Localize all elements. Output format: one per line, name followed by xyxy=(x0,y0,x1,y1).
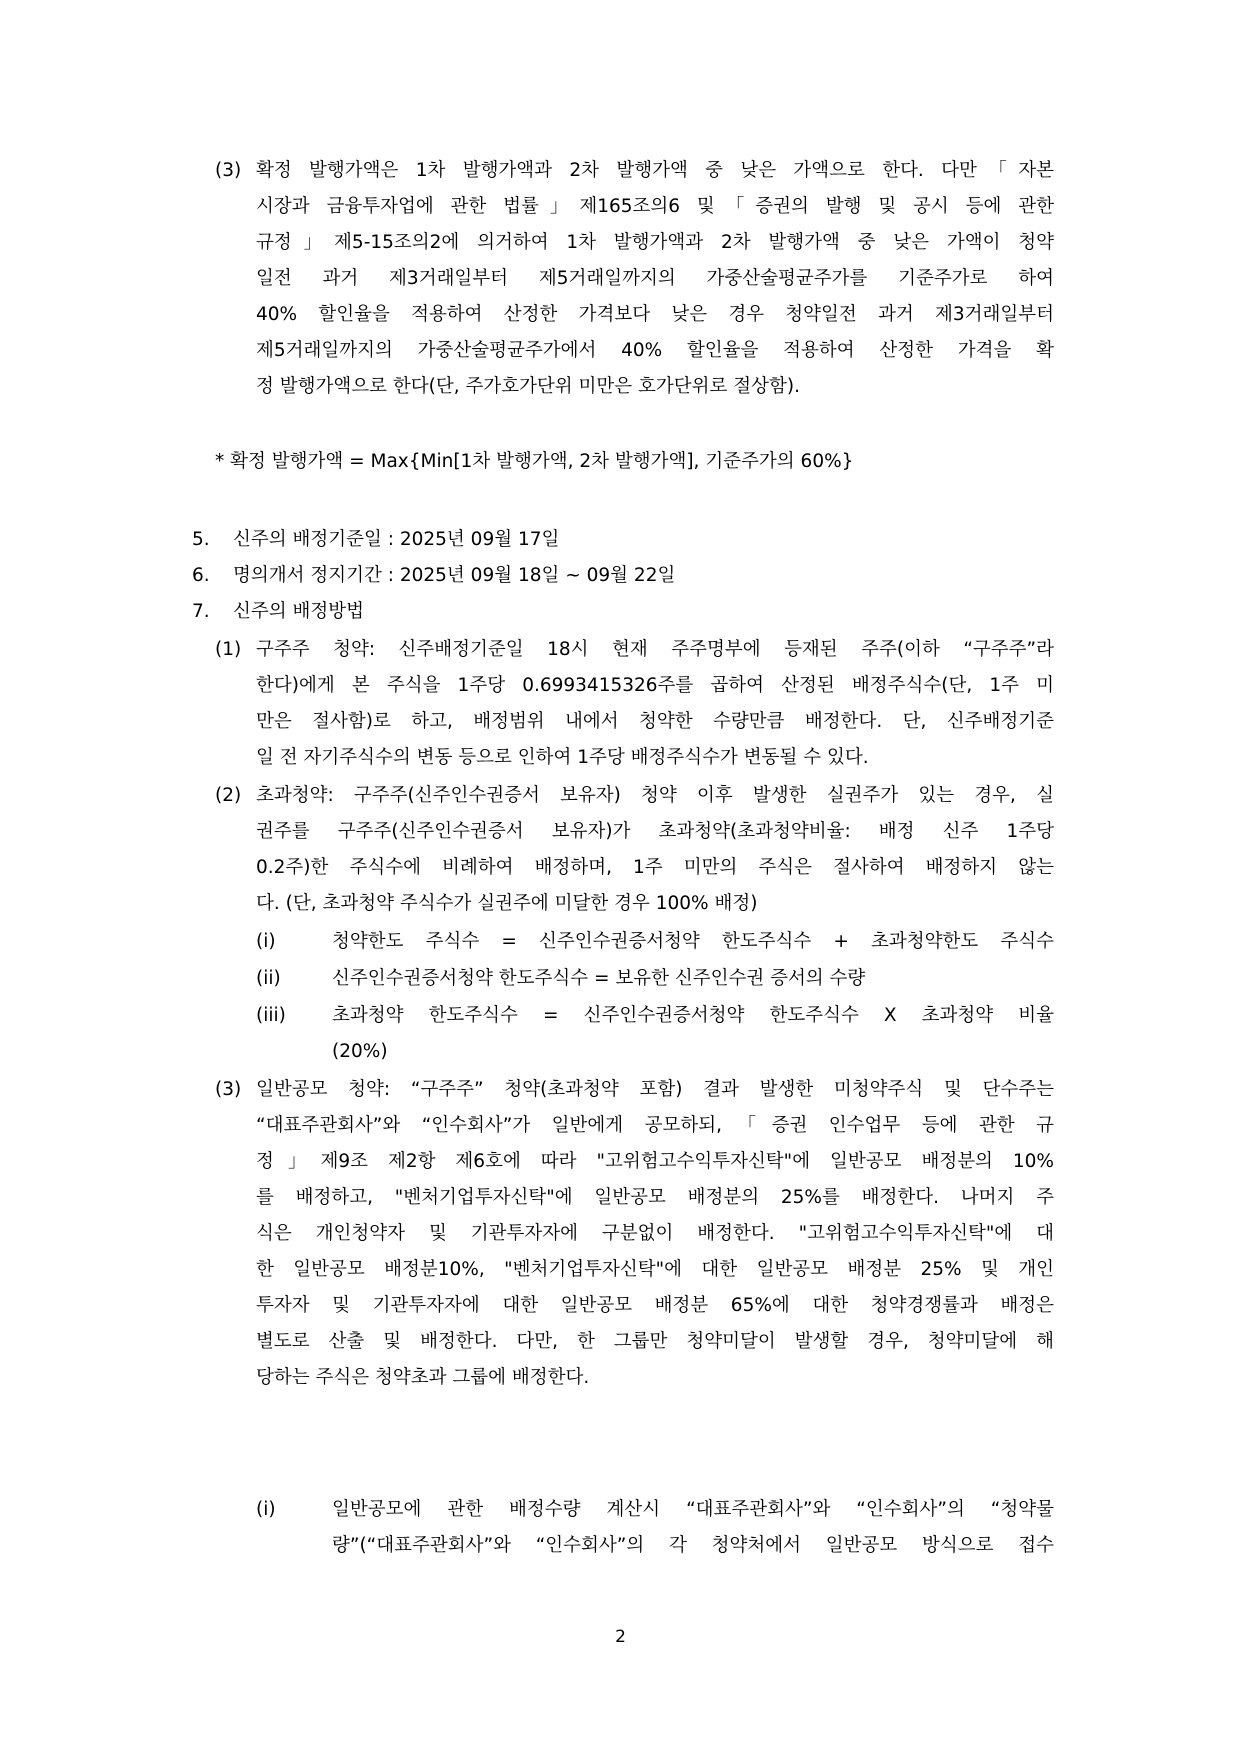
sub-iii-text: 초과청약 한도주식수 = 신주인수권증서청약 한도주식수 X 초과청약 비율 xyxy=(332,1005,1054,1026)
section-3-line-7: 정 발행가액으로 한다(단, 주가호가단위 미만은 호가단위로 절상함). xyxy=(256,376,800,397)
sub-ii-text: 신주인수권증서청약 한도주식수 = 보유한 신주인수권 증서의 수량 xyxy=(332,968,866,989)
section-7-1-marker: (1) xyxy=(215,639,242,660)
section-7-1-line-2: 한다)에게 본 주식을 1주당 0.6993415326주를 곱하여 산정된 배정주식수(단, 1주 미 xyxy=(256,675,1054,696)
item-7-number: 7. xyxy=(192,601,210,622)
section-7-2-line-1: 초과청약: 구주주(신주인수권증서 보유자) 청약 이후 발생한 실권주가 있는 경우, 실 xyxy=(256,785,1054,806)
section-7-1-line-3: 만은 절사함)로 하고, 배정범위 내에서 청약한 수량만큼 배정한다. 단, 신주배정기준 xyxy=(256,711,1054,732)
section-7-3-marker: (3) xyxy=(215,1079,242,1100)
section-7-1-line-1: 구주주 청약: 신주배정기준일 18시 현재 주주명부에 등재된 주주(이하 “구주주”라 xyxy=(256,639,1054,660)
sub-iii-continuation: (20%) xyxy=(332,1041,388,1062)
section-7-2-marker: (2) xyxy=(215,785,242,806)
item-7-text: 신주의 배정방법 xyxy=(233,601,364,622)
section-7-3-line-4: 를 배정하고, "벤처기업투자신탁"에 일반공모 배정분의 25%를 배정한다. 나머지 주 xyxy=(256,1187,1054,1208)
section-3-line-4: 일전 과거 제3거래일부터 제5거래일까지의 가중산술평균주가를 기준주가로 하여 xyxy=(256,268,1054,289)
section-3-line-2: 시장과 금융투자업에 관한 법률」제165조의6 및「증권의 발행 및 공시 등에 관한 xyxy=(256,196,1054,217)
section-7-2-line-2: 권주를 구주주(신주인수권증서 보유자)가 초과청약(초과청약비율: 배정 신주 1주당 xyxy=(256,821,1054,842)
sub-i-text: 청약한도 주식수 = 신주인수권증서청약 한도주식수 + 초과청약한도 주식수 xyxy=(332,931,1054,952)
section-7-1-line-4: 일 전 자기주식수의 변동 등으로 인하여 1주당 배정주식수가 변동될 수 있다. xyxy=(256,747,869,768)
section-7-2-line-3: 0.2주)한 주식수에 비례하여 배정하며, 1주 미만의 주식은 절사하여 배정하지 않는 xyxy=(256,857,1054,878)
section-7-3-line-3: 정」제9조 제2항 제6호에 따라 "고위험고수익투자신탁"에 일반공모 배정분의 10% xyxy=(256,1151,1054,1172)
sub-iii-marker: (iii) xyxy=(256,1005,286,1026)
section-3-line-1: 확정 발행가액은 1차 발행가액과 2차 발행가액 중 낮은 가액으로 한다. 다만「자본 xyxy=(256,160,1054,181)
section-3-line-3: 규정」제5-15조의2에 의거하여 1차 발행가액과 2차 발행가액 중 낮은 가액이 청약 xyxy=(256,232,1054,253)
section-7-3-line-7: 투자자 및 기관투자자에 대한 일반공모 배정분 65%에 대한 청약경쟁률과 배정은 xyxy=(256,1295,1054,1316)
section-7-3-line-6: 한 일반공모 배정분10%, "벤처기업투자신탁"에 대한 일반공모 배정분 25% 및 개인 xyxy=(256,1259,1054,1280)
item-6-number: 6. xyxy=(192,565,210,586)
sub-ii-marker: (ii) xyxy=(256,968,281,989)
section-7-3-sub-i-marker: (i) xyxy=(256,1499,276,1520)
item-5-text: 신주의 배정기준일 : 2025년 09월 17일 xyxy=(233,529,560,550)
section-7-3-line-1: 일반공모 청약: “구주주” 청약(초과청약 포함) 결과 발생한 미청약주식 및 단수주는 xyxy=(256,1079,1054,1100)
sub-i-marker: (i) xyxy=(256,931,276,952)
page-number: 2 xyxy=(615,1627,626,1647)
section-3-marker: (3) xyxy=(215,160,242,181)
section-7-2-line-4: 다. (단, 초과청약 주식수가 실권주에 미달한 경우 100% 배정) xyxy=(256,893,758,914)
price-formula: * 확정 발행가액 = Max{Min[1차 발행가액, 2차 발행가액], 기준주가의 60%} xyxy=(215,451,854,472)
section-7-3-sub-i-line-2: 량”(“대표주관회사”와 “인수회사”의 각 청약처에서 일반공모 방식으로 접수 xyxy=(332,1535,1054,1556)
section-7-3-line-2: “대표주관회사”와 “인수회사”가 일반에게 공모하되,「증권 인수업무 등에 관한 규 xyxy=(256,1115,1054,1136)
section-7-3-line-8: 별도로 산출 및 배정한다. 다만, 한 그룹만 청약미달이 발생할 경우, 청약미달에 해 xyxy=(256,1331,1054,1352)
item-6-text: 명의개서 정지기간 : 2025년 09월 18일 ~ 09월 22일 xyxy=(233,565,676,586)
item-5-number: 5. xyxy=(192,529,210,550)
section-7-3-line-5: 식은 개인청약자 및 기관투자자에 구분없이 배정한다. "고위험고수익투자신탁"에 대 xyxy=(256,1223,1054,1244)
section-3-line-5: 40% 할인율을 적용하여 산정한 가격보다 낮은 경우 청약일전 과거 제3거래일부터 xyxy=(256,304,1054,325)
section-7-3-sub-i-line-1: 일반공모에 관한 배정수량 계산시 “대표주관회사”와 “인수회사”의 “청약물 xyxy=(332,1499,1054,1520)
section-3-line-6: 제5거래일까지의 가중산술평균주가에서 40% 할인율을 적용하여 산정한 가격을 확 xyxy=(256,340,1054,361)
section-7-3-line-9: 당하는 주식은 청약초과 그룹에 배정한다. xyxy=(256,1367,590,1388)
